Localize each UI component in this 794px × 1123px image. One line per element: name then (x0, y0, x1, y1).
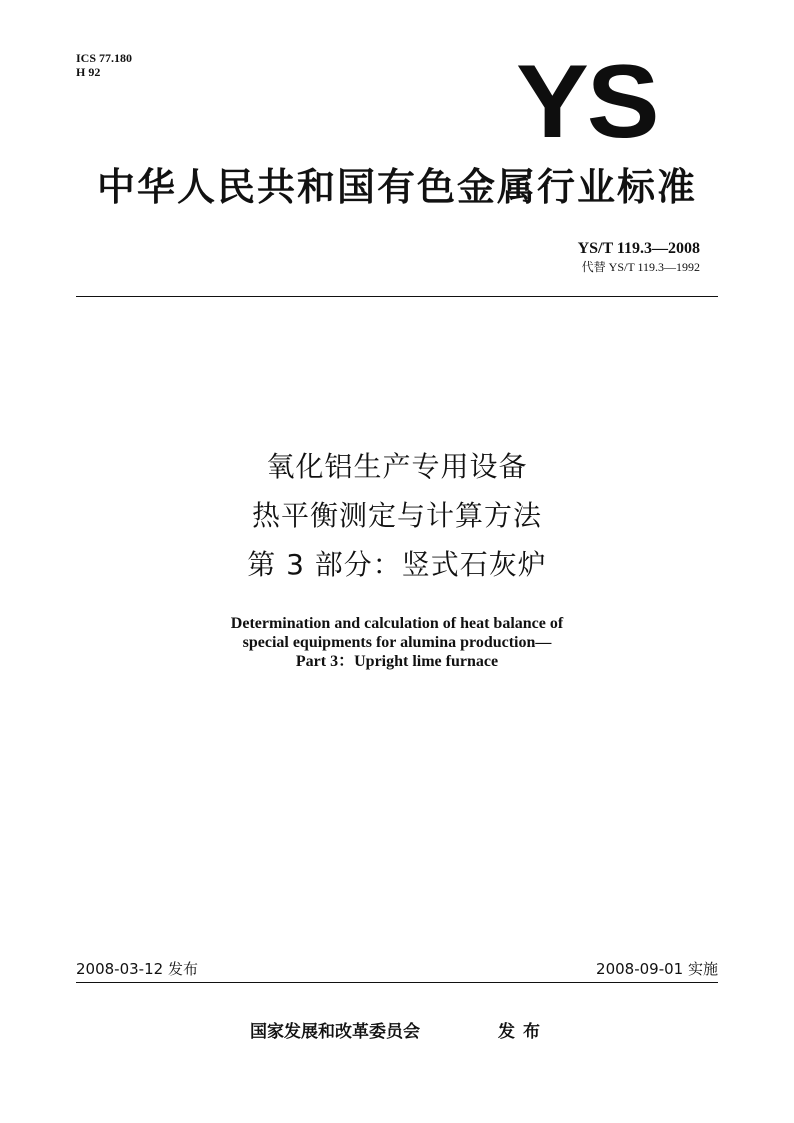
title-cn-line-1: 氧化铝生产专用设备 (266, 450, 528, 483)
ics-code: ICS 77.180 (76, 51, 133, 65)
standard-number: YS/T 119.3—2008 (577, 240, 700, 257)
implement-date: 2008-09-01 实施 (596, 960, 718, 978)
publisher-name: 国家发展和改革委员会 (250, 1022, 420, 1042)
publish-label: 发布 (498, 1022, 548, 1042)
ccs-code: H 92 (76, 65, 101, 79)
issue-date: 2008-03-12 发布 (76, 960, 198, 978)
title-en-line-2: special equipments for alumina production— (242, 634, 552, 651)
title-en-line-3: Part 3：Upright lime furnace (295, 653, 499, 670)
replaces-standard: 代替 YS/T 119.3—1992 (581, 260, 700, 274)
title-en-line-1: Determination and calculation of heat balance of (230, 615, 564, 632)
ys-logo: YS (516, 44, 658, 160)
organization-title: 中华人民共和国有色金属行业标准 (96, 165, 697, 209)
title-cn-line-3: 第 3 部分：竖式石灰炉 (247, 548, 547, 581)
footer-divider (76, 982, 718, 983)
title-cn-line-2: 热平衡测定与计算方法 (251, 499, 542, 532)
header-divider (76, 296, 718, 297)
